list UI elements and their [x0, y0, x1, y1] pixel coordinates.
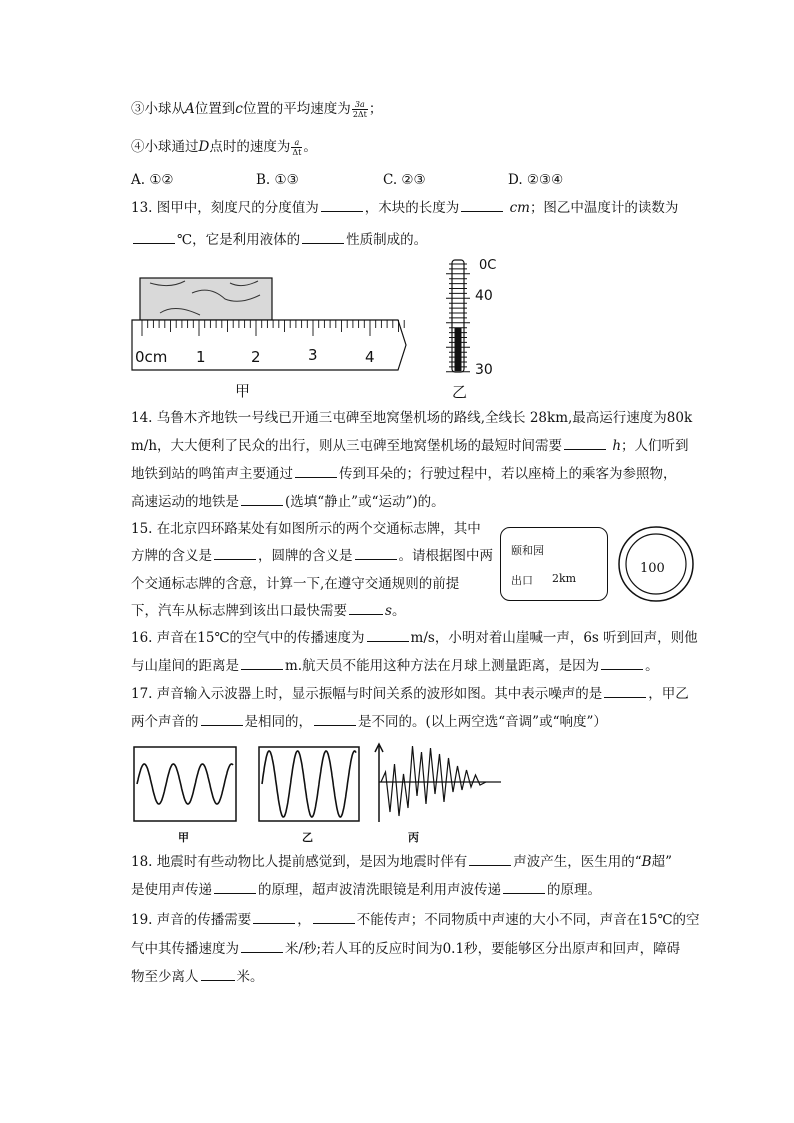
q16-line1: 16. 声音在15℃的空气中的传播速度为 m/s，小明对着山崖喊一声，6s 听到回声，则他 [131, 630, 698, 646]
answer-blank[interactable] [564, 437, 606, 450]
q14-line2: m/h，大大便利了民众的出行，则从三屯碑至地窝堡机场的最短时间需要 h；人们听到 [131, 438, 689, 454]
exit-distance-sign [500, 527, 608, 601]
ruler-caption: 甲 [235, 382, 251, 400]
answer-blank[interactable] [302, 231, 344, 244]
answer-blank[interactable] [241, 657, 283, 670]
answer-blank[interactable] [241, 493, 283, 506]
ruler-label-1: 1 [196, 348, 206, 366]
answer-blank[interactable] [314, 713, 356, 726]
thermometer-label-30: 30 [475, 362, 493, 378]
answer-blank[interactable] [214, 881, 256, 894]
ruler-label-3: 3 [308, 346, 318, 364]
answer-blank[interactable] [469, 853, 511, 866]
answer-blank[interactable] [214, 547, 256, 560]
answer-blank[interactable] [241, 940, 283, 953]
ruler-label-4: 4 [365, 348, 375, 366]
answer-blank[interactable] [601, 657, 643, 670]
answer-blank[interactable] [461, 199, 503, 212]
answer-blank[interactable] [604, 685, 646, 698]
q19-line1: 19. 声音的传播需要 ， 不能传声；不同物质中声速的大小不同，声音在15℃的空 [131, 912, 700, 928]
sign-exit-label: 出口 [511, 574, 533, 587]
q17-line1: 17. 声音输入示波器上时，显示振幅与时间关系的波形如图。其中表示噪声的是 ，甲乙 [131, 686, 689, 702]
answer-blank[interactable] [355, 547, 397, 560]
q13-line2: ℃，它是利用液体的 性质制成的。 [131, 231, 701, 249]
wave-caption-bing: 丙 [408, 831, 419, 844]
q15-line1: 15. 在北京四环路某处有如图所示的两个交通标志牌，其中 [131, 521, 481, 537]
q12-option-b: B. ①③ [256, 172, 299, 188]
q14-line1: 14. 乌鲁木齐地铁一号线已开通三屯碑至地窝堡机场的路线,全线长 28km,最高运行速度为80k [131, 410, 693, 426]
q16-line2: 与山崖间的距离是 m.航天员不能用这种方法在月球上测量距离，是因为 。 [131, 658, 659, 674]
q15-line4: 下，汽车从标志牌到该出口最快需要 s。 [131, 603, 406, 619]
wave-caption-jia: 甲 [178, 831, 189, 844]
waveform-bing [373, 742, 505, 824]
ruler-label-2: 2 [251, 348, 261, 366]
answer-blank[interactable] [321, 199, 363, 212]
waveform-jia [133, 746, 237, 822]
answer-blank[interactable] [295, 465, 337, 478]
answer-blank[interactable] [201, 968, 235, 981]
q18-line2: 是使用声传递 的原理，超声波清洗眼镜是利用声波传递 的原理。 [131, 882, 601, 898]
answer-blank[interactable] [133, 231, 175, 244]
q18-line1: 18. 地震时有些动物比人提前感觉到，是因为地震时伴有 声波产生，医生用的“B超” [131, 854, 672, 870]
q19-line2: 气中其传播速度为 米/秒;若人耳的反应时间为0.1秒，要能够区分出原声和回声，障碍 [131, 941, 681, 957]
waveform-yi [258, 746, 360, 822]
q12-option-d: D. ②③④ [508, 172, 564, 188]
q19-line3: 物至少离人 米。 [131, 969, 264, 985]
answer-blank[interactable] [313, 911, 355, 924]
q14-line3: 地铁到站的鸣笛声主要通过 传到耳朵的；行驶过程中，若以座椅上的乘客为参照物， [131, 466, 677, 482]
sign-destination: 颐和园 [511, 544, 544, 557]
wave-caption-yi: 乙 [302, 831, 313, 844]
answer-blank[interactable] [367, 629, 409, 642]
q12-item4: ④小球通过D点时的速度为 $\frac{a}{\Delta t}$ 。 [131, 138, 317, 157]
answer-blank[interactable] [253, 911, 295, 924]
q17-line2: 两个声音的 是相同的， 是不同的。(以上两空选“音调”或“响度”） [131, 714, 607, 730]
wood-block [140, 278, 272, 320]
thermometer-label-40: 40 [475, 288, 493, 304]
q12-option-a: A. ①② [131, 172, 174, 188]
thermometer-caption: 乙 [452, 383, 468, 401]
answer-blank[interactable] [349, 602, 383, 615]
answer-blank[interactable] [201, 713, 243, 726]
q15-line2: 方牌的含义是 ，圆牌的含义是 。请根据图中两 [131, 548, 493, 564]
q15-line3: 个交通标志牌的含意，计算一下,在遵守交通规则的前提 [131, 576, 460, 592]
q12-fraction-3a: $\frac{3a}{2\Delta t}$ [352, 100, 367, 119]
answer-blank[interactable] [503, 881, 545, 894]
speed-limit-value: 100 [640, 561, 665, 576]
q12-fraction-a: $\frac{a}{\Delta t}$ [292, 138, 302, 157]
ruler-label-0: 0cm [135, 348, 168, 366]
thermometer-unit: 0C [479, 258, 497, 273]
thermometer-liquid [455, 328, 462, 371]
q12-item3: ③小球从A位置到c位置的平均速度为 $\frac{3a}{2\Delta t}$ ； [131, 100, 383, 119]
q13-line1: 13. 图甲中，刻度尺的分度值为 ，木块的长度为 cm；图乙中温度计的读数为 [131, 200, 679, 216]
q12-option-c: C. ②③ [383, 172, 426, 188]
sign-distance: 2km [552, 572, 577, 585]
thermometer-figure [440, 258, 480, 378]
q14-line4: 高速运动的地铁是 (选填“静止”或“运动”)的。 [131, 494, 445, 510]
